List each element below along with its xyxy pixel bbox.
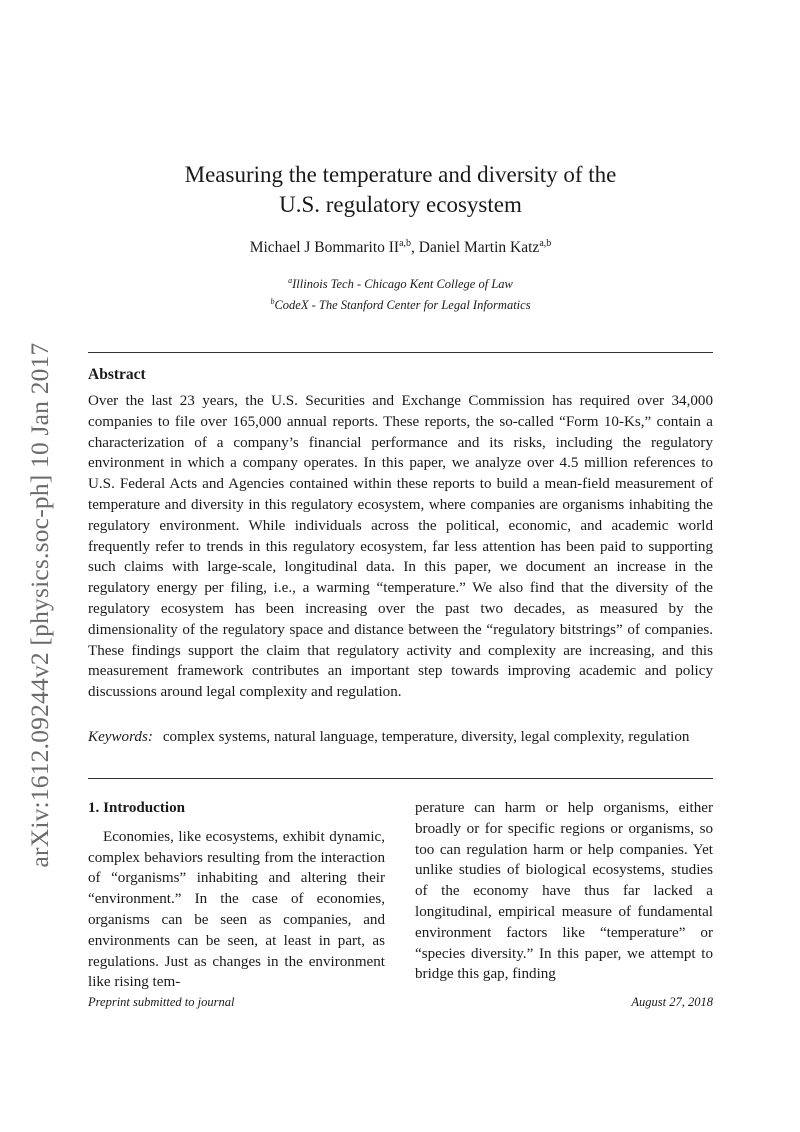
title-line-1: Measuring the temperature and diversity of the — [184, 162, 617, 187]
keywords — [88, 727, 713, 748]
author-separator: , — [411, 239, 419, 256]
divider — [88, 778, 713, 779]
affiliation-marker: a — [288, 276, 293, 285]
author-name: Daniel Martin Katz — [418, 239, 540, 256]
abstract-text: Over the last 23 years, the U.S. Securities and Exchange Commission has required over 34,000 companies to file over 165,000 annual reports. These reports, the so-called “Form 10-Ks,” contain a characterization of a company’s financial performance and its risks, including the regulatory environment in which a company operates. In this paper, we analyze over 4.5 million references to U.S. Federal Acts and Agencies contained within these reports to build a mean-field measurement of temperature and diversity in this regulatory ecosystem, where companies are organisms inhabiting the regulatory environment. While individuals across the political, economic, and academic world frequently refer to trends in this regulatory ecosystem, far less attention has been paid to supporting such claims with large-scale, longitudinal data. In this paper, we document an increase in the regulatory energy per filing, i.e., a warming “temperature.” We also find that the diversity of the regulatory ecosystem has been increasing over the past two decades, as measured by the dimensionality of the regulatory space and distance between the “regulatory bitstrings” of companies. These findings support the claim that regulatory activity and complexity are increasing, and this measurement framework contributes an important step towards improving academic and policy discussions around legal complexity and regulation. — [88, 393, 713, 701]
author-affiliation-marker: a,b — [399, 238, 412, 249]
affiliation — [88, 272, 713, 293]
abstract-heading: Abstract — [88, 366, 146, 383]
author-name: Michael J Bommarito II — [249, 239, 400, 256]
keywords-text: complex systems, natural language, temperature, diversity, legal complexity, regulation — [162, 729, 690, 745]
title-line-2: U.S. regulatory ecosystem — [279, 192, 522, 217]
author-affiliation-marker: a,b — [539, 238, 552, 249]
keywords-label: Keywords: — [88, 729, 153, 745]
intro-paragraph: Economies, like ecosystems, exhibit dynamic, complex behaviors resulting from the interaction of “organisms” inhabiting and altering their “environment.” In the case of economies, organisms can be seen as companies, and environments can be seen, at least in part, as regulations. Just as changes in the environment like rising tem- — [88, 828, 385, 991]
affiliations — [88, 272, 713, 314]
affiliation-text: CodeX - The Stanford Center for Legal Informatics — [274, 298, 531, 312]
affiliation-text: Illinois Tech - Chicago Kent College of Law — [292, 277, 513, 291]
page-footer — [88, 995, 713, 1010]
affiliation-marker: b — [270, 297, 275, 306]
footer-date: August 27, 2018 — [631, 995, 713, 1009]
footer-preprint-note: Preprint submitted to journal — [88, 995, 235, 1009]
arxiv-stamp: arXiv:1612.09244v2 [physics.soc-ph] 10 Jan 2017 — [25, 342, 54, 868]
section-heading: 1. Introduction — [88, 800, 186, 816]
paper-title — [88, 160, 713, 220]
author-list — [88, 238, 713, 257]
affiliation — [88, 293, 713, 314]
intro-right-column — [415, 798, 713, 985]
divider — [88, 352, 713, 353]
intro-paragraph-continued: perature can harm or help organisms, either broadly or for specific regions or organisms, so too can regulation harm or help companies. Yet unlike studies of biological ecosystems, studies of the economy have thus far lacked a longitudinal, empirical measure of fundamental environment factors like “temperature” or “species diversity.” In this paper, we attempt to bridge this gap, finding — [415, 800, 713, 983]
intro-left-column — [88, 798, 385, 993]
